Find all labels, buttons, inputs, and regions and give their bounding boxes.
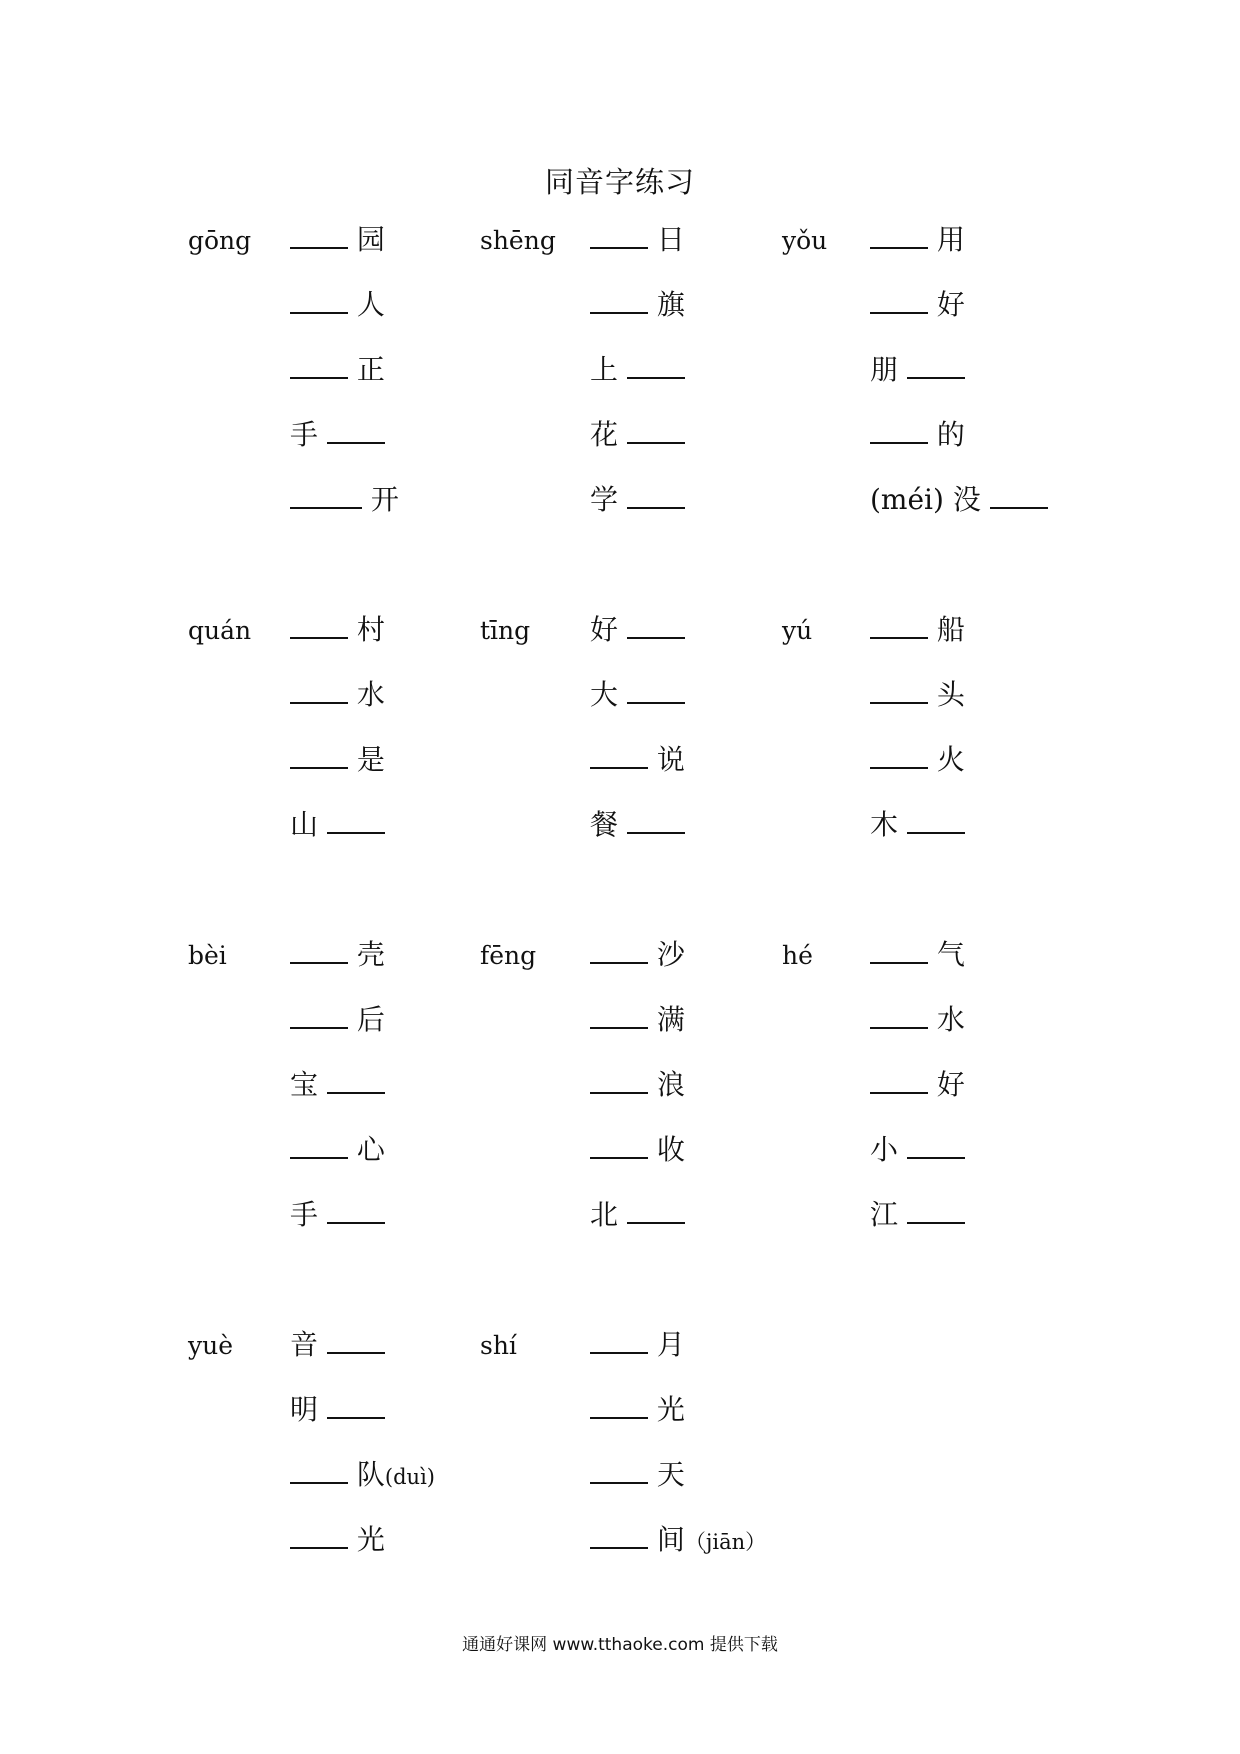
given-character: 餐 <box>590 808 627 841</box>
word-item <box>590 808 685 842</box>
answer-blank[interactable] <box>590 1523 648 1549</box>
answer-blank[interactable] <box>590 1003 648 1029</box>
word-item <box>590 353 685 387</box>
answer-blank[interactable] <box>627 1198 685 1224</box>
given-character: 后 <box>348 1003 385 1036</box>
word-item <box>590 483 685 517</box>
answer-blank[interactable] <box>627 808 685 834</box>
answer-blank[interactable] <box>590 1328 648 1354</box>
answer-blank[interactable] <box>290 223 348 249</box>
word-item <box>590 1458 685 1492</box>
answer-blank[interactable] <box>590 288 648 314</box>
given-character: 月 <box>648 1328 685 1361</box>
given-character: 花 <box>590 418 627 451</box>
given-character: 好 <box>928 288 965 321</box>
given-character: 水 <box>348 678 385 711</box>
page-title: 同音字练习 <box>544 165 695 199</box>
answer-blank[interactable] <box>290 678 348 704</box>
word-item <box>870 288 965 322</box>
answer-blank[interactable] <box>870 418 928 444</box>
answer-blank[interactable] <box>327 1198 385 1224</box>
answer-blank[interactable] <box>870 938 928 964</box>
given-character: 沙 <box>648 938 685 971</box>
word-item <box>290 483 399 517</box>
given-character: 手 <box>290 1198 327 1231</box>
pinyin-label: quán <box>188 616 252 645</box>
word-item <box>590 743 685 777</box>
answer-blank[interactable] <box>290 288 348 314</box>
word-item <box>290 1068 385 1102</box>
answer-blank[interactable] <box>627 613 685 639</box>
pinyin-label: yǒu <box>782 226 828 255</box>
answer-blank[interactable] <box>870 743 928 769</box>
given-character: 木 <box>870 808 907 841</box>
given-character: 正 <box>348 353 385 386</box>
word-item <box>290 1523 385 1557</box>
given-character: 船 <box>928 613 965 646</box>
answer-blank[interactable] <box>627 483 685 509</box>
word-item <box>290 353 385 387</box>
pinyin-label: yú <box>782 616 813 645</box>
pinyin-label: yuè <box>188 1331 234 1360</box>
given-character: 气 <box>928 938 965 971</box>
given-character: 心 <box>348 1133 385 1166</box>
given-character: 光 <box>648 1393 685 1426</box>
given-character: 浪 <box>648 1068 685 1101</box>
given-character: 壳 <box>348 938 385 971</box>
word-item <box>870 938 965 972</box>
given-character: 好 <box>590 613 627 646</box>
given-character: 朋 <box>870 353 907 386</box>
word-item <box>870 1068 965 1102</box>
given-character: 明 <box>290 1393 327 1426</box>
given-character: 学 <box>590 483 627 516</box>
word-item <box>290 678 385 712</box>
pinyin-label: hé <box>782 941 813 970</box>
word-item <box>870 1133 965 1167</box>
answer-blank[interactable] <box>290 1133 348 1159</box>
given-character: 人 <box>348 288 385 321</box>
pinyin-label: shí <box>480 1331 517 1360</box>
given-character: 手 <box>290 418 327 451</box>
given-character: 光 <box>348 1523 385 1556</box>
answer-blank[interactable] <box>290 938 348 964</box>
pinyin-label: tīng <box>480 616 531 645</box>
word-item <box>870 353 965 387</box>
given-character: 北 <box>590 1198 627 1231</box>
given-character: 满 <box>648 1003 685 1036</box>
answer-blank[interactable] <box>590 938 648 964</box>
given-character: 日 <box>648 223 685 256</box>
word-item <box>290 808 385 842</box>
answer-blank[interactable] <box>590 223 648 249</box>
answer-blank[interactable] <box>907 1198 965 1224</box>
word-item <box>290 1198 385 1232</box>
word-item <box>590 1328 685 1362</box>
answer-blank[interactable] <box>907 808 965 834</box>
word-item <box>290 938 385 972</box>
given-character: 小 <box>870 1133 907 1166</box>
word-item <box>870 808 965 842</box>
word-item <box>290 223 385 257</box>
answer-blank[interactable] <box>990 483 1048 509</box>
answer-blank[interactable] <box>290 353 348 379</box>
footer-credit: 通通好课网 www.tthaoke.com 提供下载 <box>462 1635 778 1655</box>
word-item <box>870 418 965 452</box>
given-character: 江 <box>870 1198 907 1231</box>
word-item <box>870 223 965 257</box>
answer-blank[interactable] <box>290 1003 348 1029</box>
answer-blank[interactable] <box>907 353 965 379</box>
answer-blank[interactable] <box>870 1003 928 1029</box>
given-character: 山 <box>290 808 327 841</box>
given-character: 好 <box>928 1068 965 1101</box>
word-item <box>290 613 385 647</box>
given-character: 音 <box>290 1328 327 1361</box>
word-item <box>590 223 685 257</box>
word-item <box>590 288 685 322</box>
answer-blank[interactable] <box>290 483 362 509</box>
given-character: 间 <box>648 1523 685 1556</box>
answer-blank[interactable] <box>590 1393 648 1419</box>
word-item <box>290 743 385 777</box>
answer-blank[interactable] <box>590 1133 648 1159</box>
answer-blank[interactable] <box>590 743 648 769</box>
answer-blank[interactable] <box>290 743 348 769</box>
word-item <box>590 678 685 712</box>
word-item <box>870 483 1048 517</box>
answer-blank[interactable] <box>290 613 348 639</box>
given-character: 上 <box>590 353 627 386</box>
given-character: 的 <box>928 418 965 451</box>
answer-blank[interactable] <box>907 1133 965 1159</box>
pinyin-label: shēng <box>480 226 556 255</box>
word-item <box>590 1133 685 1167</box>
answer-blank[interactable] <box>870 223 928 249</box>
given-character: 头 <box>928 678 965 711</box>
answer-blank[interactable] <box>627 418 685 444</box>
word-item <box>590 418 685 452</box>
word-item <box>290 1393 385 1427</box>
answer-blank[interactable] <box>327 418 385 444</box>
given-character: 开 <box>362 483 399 516</box>
given-character: 火 <box>928 743 965 776</box>
given-character: 大 <box>590 678 627 711</box>
pinyin-note: (duì) <box>384 1465 435 1489</box>
answer-blank[interactable] <box>327 808 385 834</box>
word-item <box>590 1198 685 1232</box>
word-item <box>870 743 965 777</box>
given-character: 说 <box>648 743 685 776</box>
answer-blank[interactable] <box>627 678 685 704</box>
given-character: 收 <box>648 1133 685 1166</box>
word-item <box>290 1133 385 1167</box>
word-item <box>590 613 685 647</box>
word-item <box>290 288 385 322</box>
word-item <box>590 1003 685 1037</box>
answer-blank[interactable] <box>290 1523 348 1549</box>
word-item <box>590 938 685 972</box>
answer-blank[interactable] <box>870 288 928 314</box>
word-item <box>290 1328 385 1362</box>
word-item <box>870 1003 965 1037</box>
answer-blank[interactable] <box>590 1458 648 1484</box>
answer-blank[interactable] <box>327 1393 385 1419</box>
given-character: 村 <box>348 613 385 646</box>
word-item <box>870 613 965 647</box>
answer-blank[interactable] <box>590 1068 648 1094</box>
word-item <box>870 1198 965 1232</box>
answer-blank[interactable] <box>290 1458 348 1484</box>
answer-blank[interactable] <box>327 1328 385 1354</box>
given-character: 园 <box>348 223 385 256</box>
answer-blank[interactable] <box>627 353 685 379</box>
pinyin-label: bèi <box>188 941 227 970</box>
answer-blank[interactable] <box>870 613 928 639</box>
word-item <box>870 678 965 712</box>
given-character: (méi) 没 <box>870 483 990 516</box>
given-character: 天 <box>648 1458 685 1491</box>
word-item <box>290 1458 435 1494</box>
word-item <box>290 418 385 452</box>
given-character: 水 <box>928 1003 965 1036</box>
word-item <box>590 1393 685 1427</box>
given-character: 队 <box>348 1458 385 1491</box>
pinyin-note: （jiān） <box>684 1530 767 1554</box>
answer-blank[interactable] <box>870 1068 928 1094</box>
pinyin-label: fēng <box>480 941 537 970</box>
pinyin-label: gōng <box>188 226 252 255</box>
given-character: 是 <box>348 743 385 776</box>
given-character: 用 <box>928 223 965 256</box>
answer-blank[interactable] <box>870 678 928 704</box>
word-item <box>590 1523 766 1559</box>
answer-blank[interactable] <box>327 1068 385 1094</box>
word-item <box>590 1068 685 1102</box>
given-character: 宝 <box>290 1068 327 1101</box>
given-character: 旗 <box>648 288 685 321</box>
word-item <box>290 1003 385 1037</box>
